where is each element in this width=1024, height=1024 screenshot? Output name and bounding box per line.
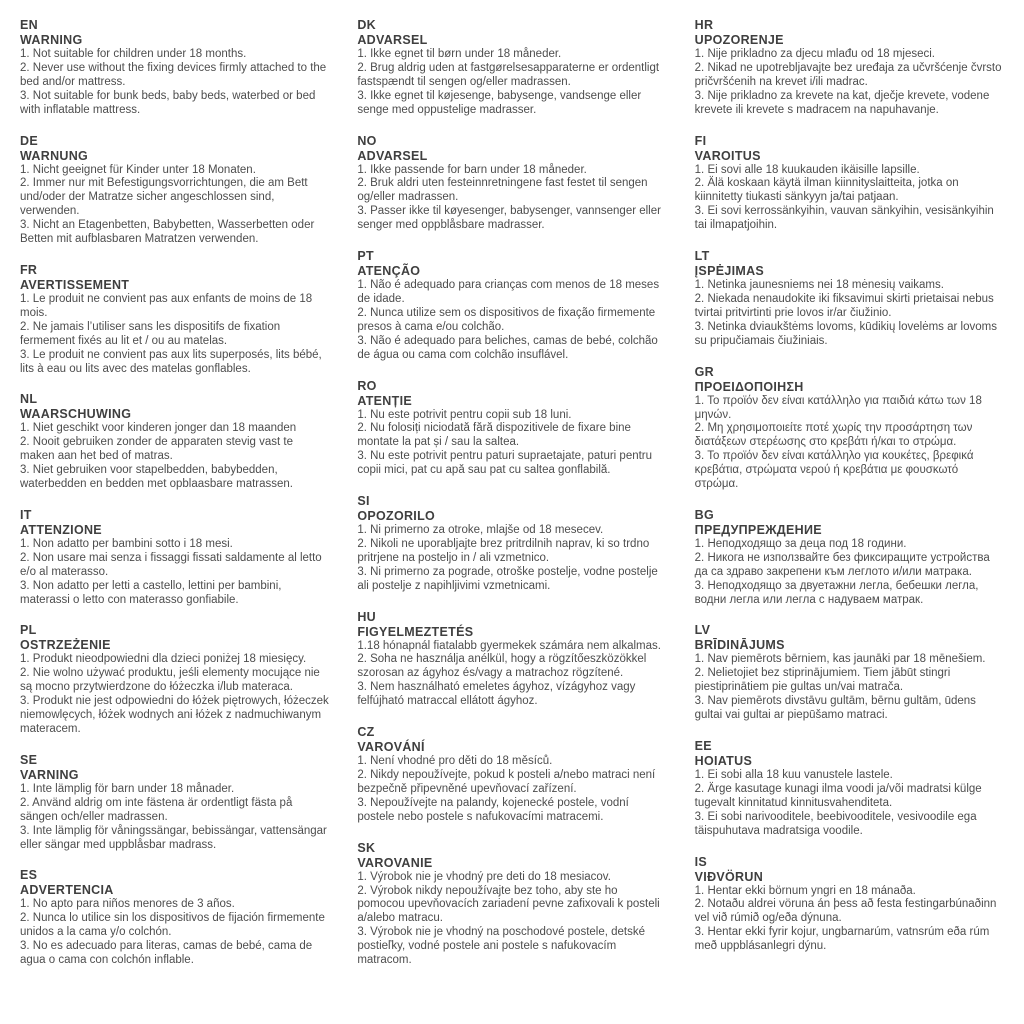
language-code: PL — [20, 623, 37, 638]
warning-item: 2. Nelietojiet bez stiprinājumiem. Tiem jābūt stingri piestiprinātiem pie gultas un/vai matrača. — [694, 667, 951, 694]
warning-column-2 — [357, 18, 666, 1014]
warning-item: 3. Netinka dviaukštėms lovoms, kūdikių lovelėms ar lovoms su pripučiamais čiužiniais. — [694, 320, 997, 347]
warning-item: 2. Bruk aldri uten festeinnretningene fast festet til sengen og/eller madrassen. — [357, 177, 648, 204]
warning-item: 3. Nem használható emeletes ágyhoz, vízágyhoz vagy felfújható matraccal ellátott ágyhoz. — [357, 681, 636, 708]
warning-item: 1. Výrobok nie je vhodný pre deti do 18 mesiacov. — [357, 870, 611, 883]
language-code: PT — [357, 249, 374, 264]
warning-heading: VAROITUS — [694, 148, 761, 163]
language-section-sk — [357, 841, 666, 968]
language-section-es — [20, 868, 329, 968]
language-code: LT — [694, 249, 710, 264]
warning-heading: BRĪDINĀJUMS — [694, 638, 785, 653]
warning-heading: WARNUNG — [20, 148, 89, 163]
warning-item: 1. Non adatto per bambini sotto i 18 mesi. — [20, 537, 233, 550]
warning-item: 1. Неподходящо за деца под 18 години. — [694, 537, 907, 550]
warning-item: 1. Produkt nieodpowiedni dla dzieci poniżej 18 miesięcy. — [20, 653, 307, 666]
language-section-pl — [20, 623, 329, 736]
warning-item: 2. Niekada nenaudokite iki fiksavimui skirti prietaisai nebus tvirtai pritvirtinti prie lovos ir/ar čiužinio. — [694, 292, 994, 319]
language-section-de — [20, 134, 329, 247]
warning-item: 2. Never use without the fixing devices firmly attached to the bed and/or mattress. — [20, 61, 327, 88]
language-section-lt — [695, 249, 1004, 349]
warning-heading: ATENȚIE — [357, 393, 412, 408]
warning-heading: VAROVANIE — [357, 855, 433, 870]
warning-item: 3. Le produit ne convient pas aux lits superposés, lits bébé, lits à eau ou lits avec des matelas gonflables. — [20, 348, 322, 375]
warning-heading: ADVARSEL — [357, 33, 428, 47]
warning-item: 2. Non usare mai senza i fissaggi fissati saldamente al letto e/o al materasso. — [20, 551, 322, 578]
warning-heading: ĮSPĖJIMAS — [694, 264, 765, 279]
warning-item: 3. Ikke egnet til køjesenge, babysenge, vandsenge eller senge med oppustelige madrasser. — [357, 89, 642, 116]
warning-item: 1. Niet geschikt voor kinderen jonger dan 18 maanden — [20, 422, 297, 435]
language-section-no — [357, 134, 666, 234]
warning-item: 2. Använd aldrig om inte fästena är ordentligt fästa på sängen och/eller madrassen. — [20, 796, 293, 823]
warning-item: 1. Nicht geeignet für Kinder unter 18 Monaten. — [20, 163, 256, 176]
language-code: DE — [20, 133, 38, 148]
warning-item: 2. Nikoli ne uporabljajte brez pritrdilnih naprav, ki so trdno pritrjene na posteljo in / ali vzmetnico. — [357, 537, 650, 564]
warning-item: 1. Não é adequado para crianças com menos de 18 meses de idade. — [357, 279, 660, 305]
warning-item: 3. Nije prikladno za krevete na kat, dječje krevete, vodene krevete ili krevete s madracem na napuhavanje. — [694, 89, 990, 116]
language-section-gr — [695, 365, 1004, 492]
language-section-se — [20, 753, 329, 853]
language-code: LV — [694, 623, 711, 638]
warning-item: 1. Netinka jaunesniems nei 18 mėnesių vaikams. — [694, 279, 944, 292]
warning-heading: VAROVÁNÍ — [357, 740, 425, 755]
language-section-nl — [20, 392, 329, 492]
warning-heading: ADVERTENCIA — [20, 883, 114, 898]
warning-item: 2. Ärge kasutage kunagi ilma voodi ja/või madratsi külge tugevalt kinnitatud kinnitusvahenditeta. — [694, 782, 982, 809]
warning-item: 2. Никога не използвайте без фиксиращите устройства да са здраво закрепени към леглото и/или матрака. — [694, 551, 990, 578]
warning-item: 1. No apto para niños menores de 3 años. — [20, 898, 235, 911]
warning-item: 1. Le produit ne convient pas aux enfants de moins de 18 mois. — [20, 292, 313, 319]
warning-heading: OPOZORILO — [357, 509, 436, 524]
warning-item: 2. Ne jamais l’utiliser sans les dispositifs de fixation fermement fixés au lit et / ou au matelas. — [20, 320, 281, 347]
warning-item: 1. Není vhodné pro děti do 18 měsíců. — [357, 755, 553, 768]
language-code: DK — [357, 18, 376, 32]
warning-heading: ATENÇÃO — [357, 264, 421, 279]
warning-item: 3. Non adatto per letti a castello, lettini per bambini, materassi o letto con materasso gonfiabile. — [20, 579, 282, 606]
language-code: SE — [20, 752, 38, 767]
language-section-lv — [695, 623, 1004, 723]
warning-heading: UPOZORENJE — [694, 33, 784, 47]
warning-heading: OSTRZEŻENIE — [20, 638, 111, 653]
warning-heading: VIÐVÖRUN — [694, 869, 764, 884]
language-section-it — [20, 508, 329, 608]
warning-item: 2. Brug aldrig uden at fastgørelsesapparaterne er ordentligt fastspændt til sengen og/eller madrassen. — [357, 61, 660, 88]
language-section-cz — [357, 725, 666, 825]
warning-item: 1.18 hónapnál fiatalabb gyermekek számára nem alkalmas. — [357, 639, 661, 652]
warning-heading: ATTENZIONE — [20, 522, 102, 537]
language-code: GR — [694, 364, 715, 379]
language-section-en — [20, 18, 329, 118]
warning-heading: ПРЕДУПРЕЖДЕНИЕ — [694, 522, 822, 537]
warning-item: 1. Hentar ekki börnum yngri en 18 mánaða. — [694, 884, 916, 897]
warning-item: 1. Ikke passende for barn under 18 måneder. — [357, 163, 587, 176]
language-code: RO — [357, 378, 377, 393]
warning-item: 2. Nunca lo utilice sin los dispositivos de fijación firmemente unidos a la cama y/o colchón. — [20, 912, 325, 939]
language-section-ee — [695, 739, 1004, 839]
language-section-si — [357, 494, 666, 594]
warning-column-1 — [20, 18, 329, 1014]
warning-item: 1. Nu este potrivit pentru copii sub 18 luni. — [357, 408, 572, 421]
language-section-dk — [357, 18, 666, 118]
warning-heading: ΠΡΟΕΙΔΟΠΟΙΗΣΗ — [694, 379, 804, 394]
language-code: IT — [20, 507, 32, 522]
warning-item: 3. No es adecuado para literas, camas de bebé, cama de agua o cama con colchón inflable. — [20, 940, 313, 967]
warning-heading: FIGYELMEZTETÉS — [357, 624, 474, 639]
warning-item: 3. Nav piemērots divstāvu gultām, bērnu gultām, ūdens gultai vai gultai ar piepūšamo matraci. — [694, 695, 976, 722]
warning-item: 1. Nav piemērots bērniem, kas jaunāki par 18 mēnešiem. — [694, 653, 986, 666]
warning-item: 3. Not suitable for bunk beds, baby beds, waterbed or bed with inflatable mattress. — [20, 89, 316, 116]
warning-heading: AVERTISSEMENT — [20, 277, 130, 292]
warning-heading: VARNING — [20, 767, 79, 782]
language-section-ro — [357, 379, 666, 479]
warning-item: 1. Nije prikladno za djecu mlađu od 18 mjeseci. — [694, 48, 936, 60]
language-code: IS — [694, 854, 708, 869]
warning-item: 1. Not suitable for children under 18 months. — [20, 48, 247, 60]
warning-item: 2. Notaðu aldrei vöruna án þess að festa festingarbúnaðinn vel við rúmið og/eða dýnuna. — [694, 898, 997, 925]
language-section-bg — [695, 508, 1004, 608]
warning-item: 3. Výrobok nie je vhodný na poschodové postele, detské postieľky, vodné postele ani postele s nafukovacím matracom. — [357, 926, 646, 967]
warning-item: 3. Hentar ekki fyrir kojur, ungbarnarúm, vatnsrúm eða rúm með uppblásanlegri dýnu. — [694, 926, 990, 953]
warning-item: 2. Μη χρησιμοποιείτε ποτέ χωρίς την προσάρτηση των διατάξεων στερέωσης στο κρεβάτι ή/και το στρώμα. — [694, 422, 973, 449]
language-section-fi — [695, 134, 1004, 234]
warning-item: 2. Immer nur mit Befestigungsvorrichtungen, die am Bett und/oder der Matratze sicher angeschlossen sind, verwenden. — [20, 177, 308, 218]
warning-heading: WARNING — [20, 33, 83, 47]
warning-item: 1. Ikke egnet til børn under 18 måneder. — [357, 48, 562, 60]
warning-item: 3. Niet gebruiken voor stapelbedden, babybedden, waterbedden en bedden met opblaasbare matrassen. — [20, 464, 293, 491]
warning-item: 3. Não é adequado para beliches, camas de bebé, colchão de água ou cama com colchão insuflável. — [357, 334, 658, 361]
warning-item: 3. Ei sobi narivooditele, beebivooditele, vesivoodile ega täispuhutava madratsiga voodile. — [694, 810, 977, 837]
warning-item: 2. Výrobok nikdy nepoužívajte bez toho, aby ste ho pomocou upevňovacích zariadení pevne zafixovali k posteli a/alebo matracu. — [357, 884, 660, 925]
warning-item: 3. Produkt nie jest odpowiedni do łóżek piętrowych, łóżeczek niemowlęcych, łóżek wodnych ani łóżek z nadmuchiwanym materacem. — [20, 695, 329, 735]
warning-item: 3. Passer ikke til køyesenger, babysenger, vannsenger eller senger med oppblåsbare madrasser. — [357, 205, 661, 232]
warning-item: 1. Το προϊόν δεν είναι κατάλληλο για παιδιά κάτω των 18 μηνών. — [694, 394, 982, 421]
warning-item: 3. Nepoužívejte na palandy, kojenecké postele, vodní postele nebo postele s nafukovacími matracemi. — [357, 796, 629, 823]
language-code: FR — [20, 262, 38, 277]
warning-item: 2. Soha ne használja anélkül, hogy a rögzítőeszközökkel szorosan az ágyhoz és/vagy a matrachoz rögzítené. — [357, 653, 647, 680]
language-code: HR — [694, 18, 714, 32]
warning-item: 3. Ei sovi kerrossänkyihin, vauvan sänkyihin, vesisänkyihin tai ilmapatjoihin. — [694, 205, 994, 232]
language-code: EN — [20, 18, 38, 32]
warning-item: 2. Älä koskaan käytä ilman kiinnityslaitteita, jotka on kiinnitetty tiukasti sänkyyn ja/tai patjaan. — [694, 177, 959, 204]
language-code: HU — [357, 609, 376, 624]
language-code: BG — [694, 507, 715, 522]
language-code: FI — [694, 133, 707, 148]
language-section-hu — [357, 610, 666, 710]
warning-item: 1. Inte lämplig för barn under 18 månader. — [20, 782, 235, 795]
warning-item: 1. Ni primerno za otroke, mlajše od 18 mesecev. — [357, 524, 604, 537]
warning-heading: HOIATUS — [694, 754, 753, 768]
language-code: SI — [357, 494, 370, 509]
language-code: NL — [20, 392, 38, 407]
warning-item: 2. Nikdy nepoužívejte, pokud k posteli a/nebo matraci není bezpečně připevněné upevňovací zařízení. — [357, 769, 656, 795]
warning-heading: ADVARSEL — [357, 148, 428, 163]
warning-item: 2. Nooit gebruiken zonder de apparaten stevig vast te maken aan het bed of matras. — [20, 436, 293, 463]
warning-heading: WAARSCHUWING — [20, 407, 132, 422]
warning-column-3 — [695, 18, 1004, 1014]
warning-item: 1. Ei sovi alle 18 kuukauden ikäisille lapsille. — [694, 163, 920, 176]
warning-item: 3. Ni primerno za pograde, otroške postelje, vodne postelje ali postelje z napihljivimi vzmetnicami. — [357, 565, 658, 592]
warning-item: 2. Nie wolno używać produktu, jeśli elementy mocujące nie są mocno przytwierdzone do łóżeczka i/lub materaca. — [20, 667, 320, 694]
language-code: EE — [694, 739, 712, 753]
language-section-pt — [357, 249, 666, 362]
language-code: SK — [357, 840, 376, 855]
warning-item: 2. Nikad ne upotrebljavajte bez uređaja za učvršćenje čvrsto pričvršćenih na krevet i/ili madrac. — [694, 61, 1002, 88]
warning-item: 3. Το προϊόν δεν είναι κατάλληλο για κουκέτες, βρεφικά κρεβάτια, στρώματα νερού ή κρεβάτια με φουσκωτό στρώμα. — [694, 450, 974, 491]
language-code: CZ — [357, 725, 375, 740]
language-code: ES — [20, 868, 38, 883]
warning-item: 3. Nu este potrivit pentru paturi supraetajate, paturi pentru copii mici, pat cu apă sau pat cu saltea gonflabilă. — [357, 450, 653, 477]
warning-item: 3. Inte lämplig för våningssängar, bebissängar, vattensängar eller sängar med uppblåsbar madrass. — [20, 824, 327, 851]
language-section-hr — [695, 18, 1004, 118]
warning-item: 3. Nicht an Etagenbetten, Babybetten, Wasserbetten oder Betten mit aufblasbaren Matratzen verwenden. — [20, 219, 315, 246]
language-section-fr — [20, 263, 329, 376]
language-section-is — [695, 855, 1004, 955]
warning-item: 3. Неподходящо за двуетажни легла, бебешки легла, водни легла или легла с надуваем матрак. — [694, 579, 979, 606]
warning-item: 2. Nunca utilize sem os dispositivos de fixação firmemente presos à cama e/ou colchão. — [357, 306, 656, 333]
warning-item: 1. Ei sobi alla 18 kuu vanustele lastele. — [694, 769, 893, 781]
warning-item: 2. Nu folosiți niciodată fără dispozitivele de fixare bine montate la pat și / sau la saltea. — [357, 422, 631, 449]
language-code: NO — [357, 133, 377, 148]
